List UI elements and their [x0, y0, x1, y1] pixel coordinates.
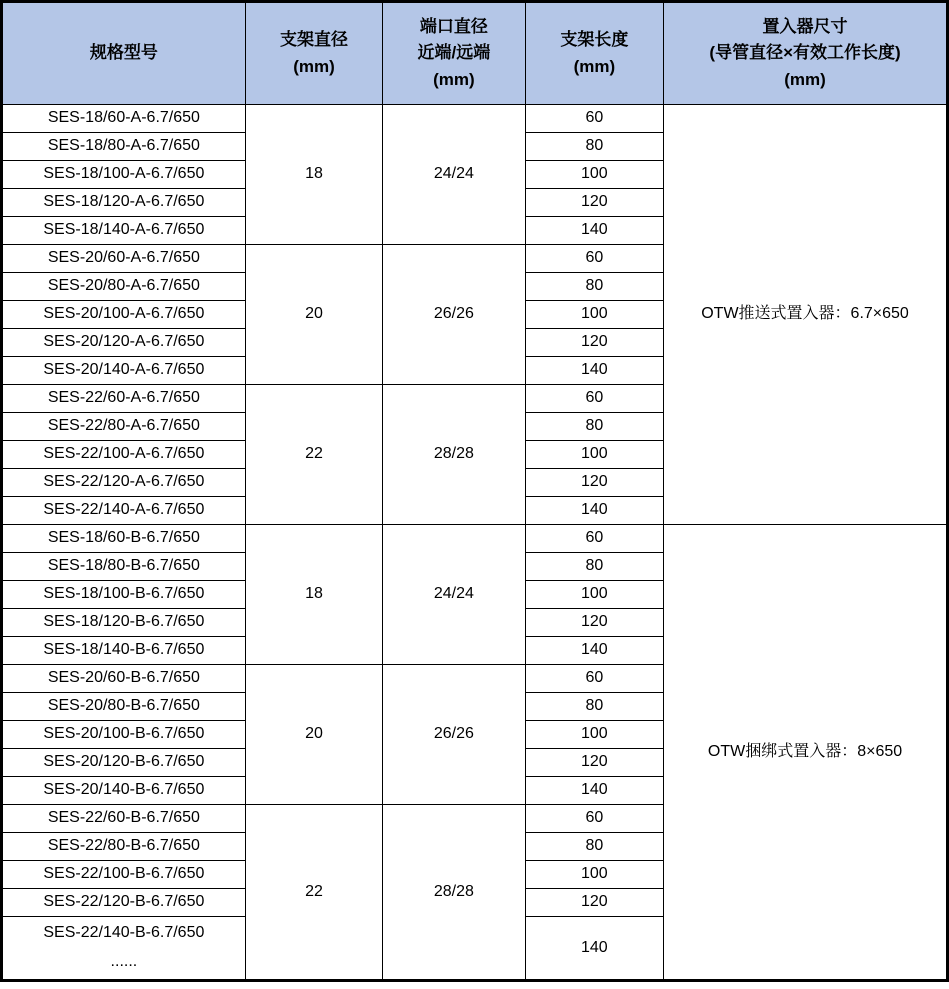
- delivery-cell: OTW捆绑式置入器：8×650: [664, 525, 948, 981]
- port-cell: 26/26: [383, 665, 525, 805]
- header-stent-diameter: [245, 2, 382, 105]
- length-cell: 120: [525, 889, 663, 917]
- model-cell: SES-20/100-B-6.7/650: [2, 721, 246, 749]
- table-row: [2, 105, 948, 133]
- model-cell: SES-22/100-B-6.7/650: [2, 861, 246, 889]
- diameter-cell: 20: [245, 245, 382, 385]
- diameter-cell: 22: [245, 805, 382, 981]
- header-label: 规格型号: [89, 43, 158, 63]
- model-cell: SES-20/60-B-6.7/650: [2, 665, 246, 693]
- model-cell: SES-18/80-A-6.7/650: [2, 133, 246, 161]
- length-cell: 80: [525, 133, 663, 161]
- model-cell: SES-22/100-A-6.7/650: [2, 441, 246, 469]
- header-model: [2, 2, 246, 105]
- length-cell: 60: [525, 105, 663, 133]
- model-cell: SES-18/60-B-6.7/650: [2, 525, 246, 553]
- port-cell: 26/26: [383, 245, 525, 385]
- model-cell: SES-22/60-A-6.7/650: [2, 385, 246, 413]
- model-cell: SES-22/60-B-6.7/650: [2, 805, 246, 833]
- header-label: 端口直径: [419, 16, 488, 36]
- length-cell: 140: [525, 497, 663, 525]
- diameter-cell: 22: [245, 385, 382, 525]
- length-cell: 80: [525, 693, 663, 721]
- length-cell: 60: [525, 525, 663, 553]
- header-unit: (mm): [573, 56, 616, 76]
- model-cell: SES-18/80-B-6.7/650: [2, 553, 246, 581]
- port-cell: 28/28: [383, 805, 525, 981]
- diameter-cell: 18: [245, 105, 382, 245]
- length-cell: 140: [525, 637, 663, 665]
- length-cell: 140: [525, 777, 663, 805]
- port-cell: 24/24: [383, 525, 525, 665]
- length-cell: 100: [525, 441, 663, 469]
- header-label: 支架直径: [279, 30, 348, 50]
- length-cell: 80: [525, 413, 663, 441]
- length-cell: 120: [525, 609, 663, 637]
- length-cell: 80: [525, 553, 663, 581]
- length-cell: 120: [525, 749, 663, 777]
- model-cell: SES-18/60-A-6.7/650: [2, 105, 246, 133]
- model-cell: SES-18/100-A-6.7/650: [2, 161, 246, 189]
- length-cell: 140: [525, 917, 663, 981]
- header-label: 支架长度: [560, 30, 629, 50]
- model-cell: SES-20/60-A-6.7/650: [2, 245, 246, 273]
- length-cell: 120: [525, 189, 663, 217]
- header-delivery-size: [664, 2, 948, 105]
- header-stent-length: [525, 2, 663, 105]
- model-cell: SES-18/140-B-6.7/650: [2, 637, 246, 665]
- length-cell: 60: [525, 805, 663, 833]
- model-cell: SES-20/140-B-6.7/650: [2, 777, 246, 805]
- header-sublabel: 近端/远端: [417, 43, 491, 63]
- model-cell: SES-18/140-A-6.7/650: [2, 217, 246, 245]
- header-row: [2, 2, 948, 105]
- model-cell: SES-20/100-A-6.7/650: [2, 301, 246, 329]
- length-cell: 60: [525, 385, 663, 413]
- model-cell: SES-22/80-A-6.7/650: [2, 413, 246, 441]
- port-cell: 28/28: [383, 385, 525, 525]
- model-cell: SES-22/140-A-6.7/650: [2, 497, 246, 525]
- header-unit: (mm): [293, 56, 335, 76]
- header-unit: (mm): [433, 69, 475, 89]
- diameter-cell: 20: [245, 665, 382, 805]
- model-cell: [2, 917, 246, 981]
- model-cell: SES-20/140-A-6.7/650: [2, 357, 246, 385]
- model-cell: SES-20/120-A-6.7/650: [2, 329, 246, 357]
- length-cell: 100: [525, 161, 663, 189]
- model-cell: SES-20/80-A-6.7/650: [2, 273, 246, 301]
- header-label: 置入器尺寸: [762, 16, 848, 36]
- model-cell: SES-22/80-B-6.7/650: [2, 833, 246, 861]
- length-cell: 120: [525, 329, 663, 357]
- model-cell: SES-22/120-B-6.7/650: [2, 889, 246, 917]
- model-cell: SES-20/80-B-6.7/650: [2, 693, 246, 721]
- model-cell: SES-22/120-A-6.7/650: [2, 469, 246, 497]
- length-cell: 60: [525, 245, 663, 273]
- length-cell: 100: [525, 301, 663, 329]
- model-cell: SES-18/120-A-6.7/650: [2, 189, 246, 217]
- delivery-cell: OTW推送式置入器：6.7×650: [664, 105, 948, 525]
- port-cell: 24/24: [383, 105, 525, 245]
- header-port-diameter: [383, 2, 525, 105]
- model-cell: SES-18/100-B-6.7/650: [2, 581, 246, 609]
- header-sublabel: (导管直径×有效工作长度): [709, 43, 901, 63]
- length-cell: 100: [525, 721, 663, 749]
- length-cell: 140: [525, 357, 663, 385]
- length-cell: 60: [525, 665, 663, 693]
- header-unit: (mm): [784, 69, 826, 89]
- length-cell: 80: [525, 273, 663, 301]
- diameter-cell: 18: [245, 525, 382, 665]
- length-cell: 120: [525, 469, 663, 497]
- length-cell: 80: [525, 833, 663, 861]
- model-cell: SES-20/120-B-6.7/650: [2, 749, 246, 777]
- model-label: SES-22/140-B-6.7/650: [43, 924, 205, 942]
- table-row: [2, 525, 948, 553]
- length-cell: 100: [525, 581, 663, 609]
- model-cell: SES-18/120-B-6.7/650: [2, 609, 246, 637]
- length-cell: 140: [525, 217, 663, 245]
- ellipsis-label: ......: [110, 953, 138, 970]
- length-cell: 100: [525, 861, 663, 889]
